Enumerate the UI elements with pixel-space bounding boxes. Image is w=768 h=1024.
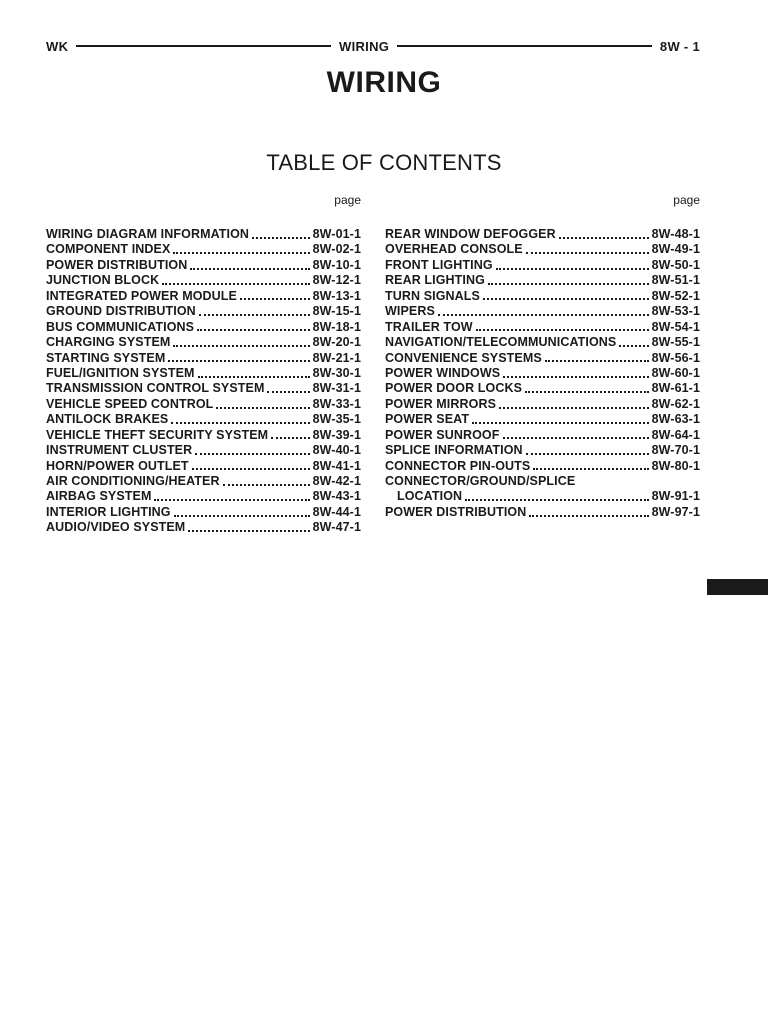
toc-entry-page: 8W-63-1 [651,412,700,427]
dot-leader [465,499,648,501]
dot-leader [171,422,309,424]
toc-entry-page: 8W-61-1 [651,381,700,396]
toc-entry-page: 8W-12-1 [312,273,361,288]
toc-entry[interactable] [385,320,700,335]
dot-leader [173,252,309,254]
dot-leader [252,237,310,239]
toc-entry-title: TRANSMISSION CONTROL SYSTEM [46,381,265,396]
toc-entry-page: 8W-01-1 [312,227,361,241]
dot-leader [619,345,648,347]
dot-leader [476,329,649,331]
toc-entry-page: 8W-55-1 [651,335,700,350]
dot-leader [271,437,309,439]
toc-entry[interactable] [46,289,361,304]
toc-entry[interactable] [385,227,700,242]
dot-leader [192,468,310,470]
toc-entry-page: 8W-80-1 [651,458,700,473]
toc-entry-page: 8W-51-1 [651,273,700,288]
toc-entry-title: AIR CONDITIONING/HEATER [46,474,220,488]
dot-leader [198,376,310,378]
header-section-name: WIRING [339,38,390,54]
toc-entry-title: SPLICE INFORMATION [385,443,523,458]
dot-leader [154,499,309,501]
toc-entry-title: POWER SUNROOF [385,427,500,442]
toc-entry-title: REAR LIGHTING [385,273,485,288]
toc-entry[interactable] [46,366,361,381]
toc-entry-page: 8W-49-1 [651,242,700,257]
toc-entry[interactable] [46,242,361,257]
toc-entry-title: AIRBAG SYSTEM [46,489,152,504]
dot-leader [174,515,310,517]
toc-entry-title: CONNECTOR PIN-OUTS [385,458,531,473]
toc-entry[interactable] [385,381,700,396]
dot-leader [188,530,309,532]
toc-entry-title: NAVIGATION/TELECOMMUNICATIONS [385,335,617,350]
toc-entry-title: GROUND DISTRIBUTION [46,304,196,319]
toc-entry-title: OVERHEAD CONSOLE [385,242,523,257]
dot-leader [503,376,648,378]
toc-entry-page: 8W-33-1 [312,396,361,411]
toc-entry[interactable] [46,320,361,335]
toc-entry[interactable] [385,351,700,366]
dot-leader [533,468,648,470]
toc-entry[interactable] [46,520,361,535]
dot-leader [199,314,310,316]
toc-entry-page: 8W-39-1 [312,427,361,442]
toc-heading: TABLE OF CONTENTS [266,150,502,175]
toc-entry[interactable] [385,474,700,489]
header-page-number: 8W - 1 [659,38,701,54]
right-column-page-label: page [673,193,700,207]
toc-entry[interactable] [46,227,361,242]
toc-entry-title: FRONT LIGHTING [385,257,493,272]
dot-leader [267,391,309,393]
header-rule-right [397,45,652,47]
dot-leader [483,298,649,300]
toc-entry-title: POWER SEAT [385,412,470,427]
toc-entry-title: CONNECTOR/GROUND/SPLICE [385,474,576,488]
toc-entry[interactable] [385,412,700,427]
dot-leader [197,329,310,331]
toc-entry[interactable] [46,397,361,412]
toc-entry-title: WIPERS [385,304,435,319]
toc-entry-page: 8W-47-1 [312,520,361,535]
dot-leader [559,237,649,239]
toc-entry-title: CHARGING SYSTEM [46,335,171,350]
dot-leader [496,268,649,270]
toc-entry-title: ANTILOCK BRAKES [46,412,169,427]
toc-entry-title: VEHICLE SPEED CONTROL [46,396,214,411]
toc-entry-page: 8W-30-1 [312,365,361,380]
toc-entry-page: 8W-42-1 [312,474,361,488]
toc-entry-page: 8W-97-1 [651,504,700,519]
toc-entry[interactable] [46,505,361,520]
dot-leader [526,252,649,254]
toc-entry-title: POWER WINDOWS [385,365,501,380]
page-header [46,37,700,55]
dot-leader [525,391,649,393]
toc-entry-page: 8W-20-1 [312,335,361,350]
toc-entry[interactable] [46,381,361,396]
toc-entry-page: 8W-56-1 [651,350,700,365]
toc-entry-page: 8W-60-1 [651,365,700,380]
dot-leader [472,422,649,424]
dot-leader [216,407,309,409]
dot-leader [195,453,309,455]
toc-entry[interactable] [46,412,361,427]
toc-right-column [385,227,700,520]
toc-entry[interactable] [385,366,700,381]
toc-entry[interactable] [385,304,700,319]
toc-entry-page: 8W-15-1 [312,304,361,319]
toc-entry[interactable] [385,258,700,273]
toc-entry-page: 8W-31-1 [312,381,361,396]
toc-entry-title: LOCATION [397,489,463,504]
dot-leader [173,345,309,347]
toc-entry-title: TURN SIGNALS [385,288,480,303]
toc-entry[interactable] [46,351,361,366]
toc-entry-title: COMPONENT INDEX [46,242,171,257]
toc-entry-title: STARTING SYSTEM [46,350,166,365]
dot-leader [499,407,649,409]
toc-entry-title: WIRING DIAGRAM INFORMATION [46,227,250,241]
toc-entry[interactable] [385,505,700,520]
toc-entry[interactable] [385,443,700,458]
toc-entry-page: 8W-50-1 [651,257,700,272]
toc-entry-page: 8W-21-1 [312,350,361,365]
toc-entry-page: 8W-53-1 [651,304,700,319]
toc-entry-title: JUNCTION BLOCK [46,273,160,288]
toc-entry-title: INSTRUMENT CLUSTER [46,443,193,458]
toc-entry[interactable] [46,474,361,489]
toc-entry-page: 8W-62-1 [651,396,700,411]
toc-entry-page: 8W-41-1 [312,458,361,473]
section-tab-marker [707,579,768,595]
page-title: WIRING [326,66,442,99]
toc-entry[interactable] [385,489,700,504]
left-column-page-label: page [334,193,361,207]
dot-leader [438,314,649,316]
toc-entry[interactable] [385,242,700,257]
dot-leader [223,484,310,486]
toc-entry-page: 8W-43-1 [312,489,361,504]
toc-entry-title: INTERIOR LIGHTING [46,504,171,519]
toc-entry-title: FUEL/IGNITION SYSTEM [46,365,195,380]
dot-leader [488,283,649,285]
toc-entry-page: 8W-44-1 [312,504,361,519]
toc-entry[interactable] [385,273,700,288]
toc-entry-title: HORN/POWER OUTLET [46,458,189,473]
header-rule-left [76,45,331,47]
toc-entry-page: 8W-52-1 [651,288,700,303]
toc-entry[interactable] [46,304,361,319]
dot-leader [503,437,649,439]
toc-entry-page: 8W-10-1 [312,257,361,272]
toc-entry-page: 8W-54-1 [651,319,700,334]
toc-entry-title: REAR WINDOW DEFOGGER [385,227,556,241]
toc-entry-title: CONVENIENCE SYSTEMS [385,350,542,365]
toc-entry-page: 8W-70-1 [651,443,700,458]
toc-left-column [46,227,361,536]
header-model-code: WK [46,38,69,54]
toc-entry-title: POWER DISTRIBUTION [46,257,188,272]
toc-entry-title: POWER DOOR LOCKS [385,381,523,396]
toc-entry[interactable] [385,459,700,474]
dot-leader [168,360,309,362]
dot-leader [529,515,648,517]
toc-entry[interactable] [385,397,700,412]
dot-leader [526,453,649,455]
toc-entry-title: POWER DISTRIBUTION [385,504,527,519]
toc-entry[interactable] [46,459,361,474]
toc-entry-title: AUDIO/VIDEO SYSTEM [46,520,186,535]
toc-entry-title: POWER MIRRORS [385,396,497,411]
toc-entry-page: 8W-18-1 [312,319,361,334]
toc-entry[interactable] [385,428,700,443]
toc-entry-page: 8W-91-1 [651,489,700,504]
dot-leader [240,298,310,300]
toc-entry-page: 8W-48-1 [651,227,700,241]
dot-leader [162,283,309,285]
toc-entry-title: INTEGRATED POWER MODULE [46,288,237,303]
toc-entry[interactable] [46,489,361,504]
toc-entry-title: TRAILER TOW [385,319,473,334]
toc-entry[interactable] [46,273,361,288]
toc-entry-title: VEHICLE THEFT SECURITY SYSTEM [46,427,269,442]
toc-entry[interactable] [385,335,700,350]
toc-entry[interactable] [46,443,361,458]
toc-entry-title: BUS COMMUNICATIONS [46,319,195,334]
toc-entry[interactable] [46,335,361,350]
toc-entry[interactable] [385,289,700,304]
toc-entry[interactable] [46,258,361,273]
toc-entry-page: 8W-40-1 [312,443,361,458]
toc-entry-page: 8W-64-1 [651,427,700,442]
dot-leader [545,360,649,362]
toc-entry-page: 8W-02-1 [312,242,361,257]
toc-entry[interactable] [46,428,361,443]
dot-leader [190,268,309,270]
toc-entry-page: 8W-35-1 [312,412,361,427]
toc-entry-page: 8W-13-1 [312,288,361,303]
